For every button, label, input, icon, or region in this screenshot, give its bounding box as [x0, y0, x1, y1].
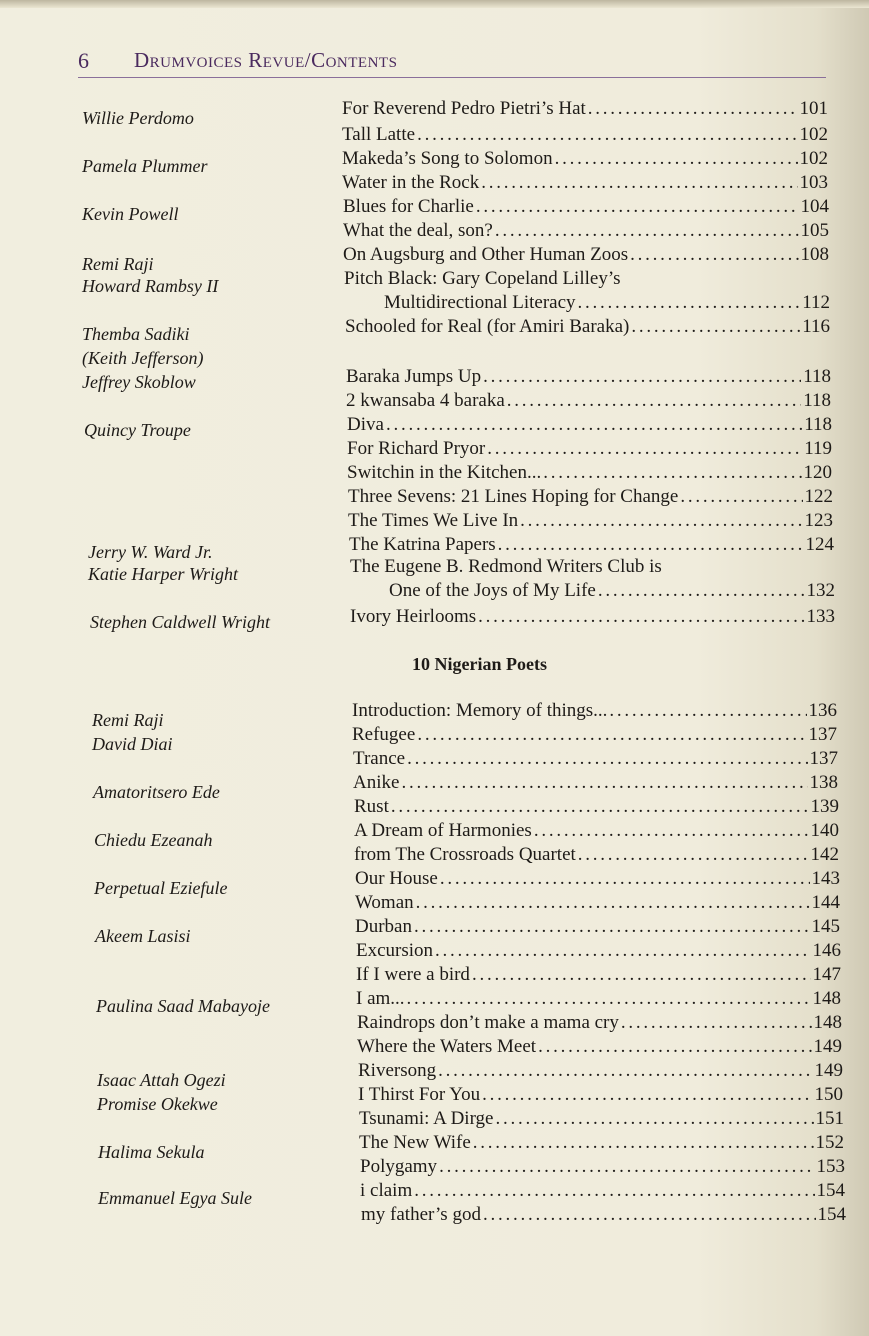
toc-entry: Schooled for Real (for Amiri Baraka) . . . 116	[345, 316, 830, 338]
author-name: Katie Harper Wright	[88, 564, 239, 584]
toc-entry: Three Sevens: 21 Lines Hoping for Change . . . 122	[348, 486, 833, 508]
toc-entry: Multidirectional Literacy . . . 112	[384, 292, 830, 314]
toc-entry: Excursion . . . 146	[356, 940, 841, 962]
running-title: Drumvoices Revue/Contents	[134, 48, 398, 72]
toc-entry: Our House . . . 143	[355, 868, 840, 890]
toc-entry: Water in the Rock . . . 103	[342, 172, 828, 194]
author-name: Promise Okekwe	[97, 1094, 218, 1114]
toc-entry: One of the Joys of My Life . . . 132	[389, 580, 835, 602]
toc-entry: For Richard Pryor . . . 119	[347, 438, 832, 460]
toc-entry: Riversong . . . 149	[358, 1060, 843, 1082]
toc-entry: Switchin in the Kitchen... . . . 120	[347, 462, 832, 484]
author-name: Kevin Powell	[82, 204, 179, 224]
toc-entry: The Katrina Papers . . . 124	[349, 534, 834, 556]
toc-entry: Raindrops don’t make a mama cry . . . 148	[357, 1012, 842, 1034]
running-header	[78, 44, 828, 78]
author-name: Paulina Saad Mabayoje	[96, 996, 270, 1016]
toc-entry: Durban . . . 145	[355, 916, 840, 938]
toc-entry: Ivory Heirlooms . . . 133	[350, 606, 835, 628]
toc-entry: What the deal, son? . . . 105	[343, 220, 829, 242]
author-name: Isaac Attah Ogezi	[97, 1070, 226, 1090]
author-name: Jeffrey Skoblow	[82, 372, 196, 392]
author-name: Remi Raji	[92, 710, 164, 730]
author-name: Akeem Lasisi	[95, 926, 191, 946]
toc-entry: i claim . . . 154	[360, 1180, 845, 1202]
toc-entry-line: The Eugene B. Redmond Writers Club is	[350, 556, 662, 577]
toc-entry: Tall Latte . . . 102	[342, 124, 828, 146]
toc-entry: Baraka Jumps Up . . . 118	[346, 366, 831, 388]
author-name: Halima Sekula	[98, 1142, 205, 1162]
author-name: Quincy Troupe	[84, 420, 191, 440]
toc-entry: I Thirst For You . . . 150	[358, 1084, 843, 1106]
toc-entry: Polygamy . . . 153	[360, 1156, 845, 1178]
page-number: 6	[78, 48, 89, 73]
toc-entry: Woman . . . 144	[355, 892, 840, 914]
author-name: Stephen Caldwell Wright	[90, 612, 270, 632]
author-name: Remi Raji	[82, 254, 154, 274]
toc-entry: Rust . . . 139	[354, 796, 839, 818]
author-name: Themba Sadiki	[82, 324, 190, 344]
toc-entry: 2 kwansaba 4 baraka . . . 118	[346, 390, 831, 412]
toc-entry: Where the Waters Meet . . . 149	[357, 1036, 842, 1058]
toc-entry: Trance . . . 137	[353, 748, 838, 770]
header-rule	[78, 77, 826, 78]
toc-entry: from The Crossroads Quartet . . . 142	[354, 844, 839, 866]
author-name: Amatoritsero Ede	[93, 782, 220, 802]
toc-entry: If I were a bird . . . 147	[356, 964, 841, 986]
toc-entry: Blues for Charlie . . . 104	[343, 196, 829, 218]
toc-entry: Introduction: Memory of things... . . . 136	[352, 700, 837, 722]
toc-entry: The New Wife . . . 152	[359, 1132, 844, 1154]
toc-entry: Anike . . . 138	[353, 772, 838, 794]
toc-entry: I am... . . . 148	[356, 988, 841, 1010]
author-name: Emmanuel Egya Sule	[98, 1188, 252, 1208]
toc-entry: Tsunami: A Dirge . . . 151	[359, 1108, 844, 1130]
toc-entry: Diva . . . 118	[347, 414, 832, 436]
author-name: Jerry W. Ward Jr.	[88, 542, 213, 562]
author-name: Pamela Plummer	[82, 156, 208, 176]
author-name: Howard Rambsy II	[82, 276, 219, 296]
author-name: Willie Perdomo	[82, 108, 194, 128]
toc-entry: my father’s god . . . 154	[361, 1204, 846, 1226]
section-heading: 10 Nigerian Poets	[412, 654, 547, 674]
toc-entry: A Dream of Harmonies . . . 140	[354, 820, 839, 842]
toc-entry: On Augsburg and Other Human Zoos . . . 108	[343, 244, 829, 266]
toc-entry-line: Pitch Black: Gary Copeland Lilley’s	[344, 268, 621, 289]
toc-entry: Makeda’s Song to Solomon . . . 102	[342, 148, 828, 170]
author-name: Perpetual Eziefule	[94, 878, 228, 898]
toc-entry: The Times We Live In . . . 123	[348, 510, 833, 532]
page-top-edge	[0, 0, 869, 8]
author-name: David Diai	[92, 734, 173, 754]
author-name: Chiedu Ezeanah	[94, 830, 213, 850]
author-name: (Keith Jefferson)	[82, 348, 204, 368]
toc-entry: Refugee . . . 137	[352, 724, 837, 746]
toc-entry: For Reverend Pedro Pietri’s Hat . . . 101	[342, 98, 828, 120]
